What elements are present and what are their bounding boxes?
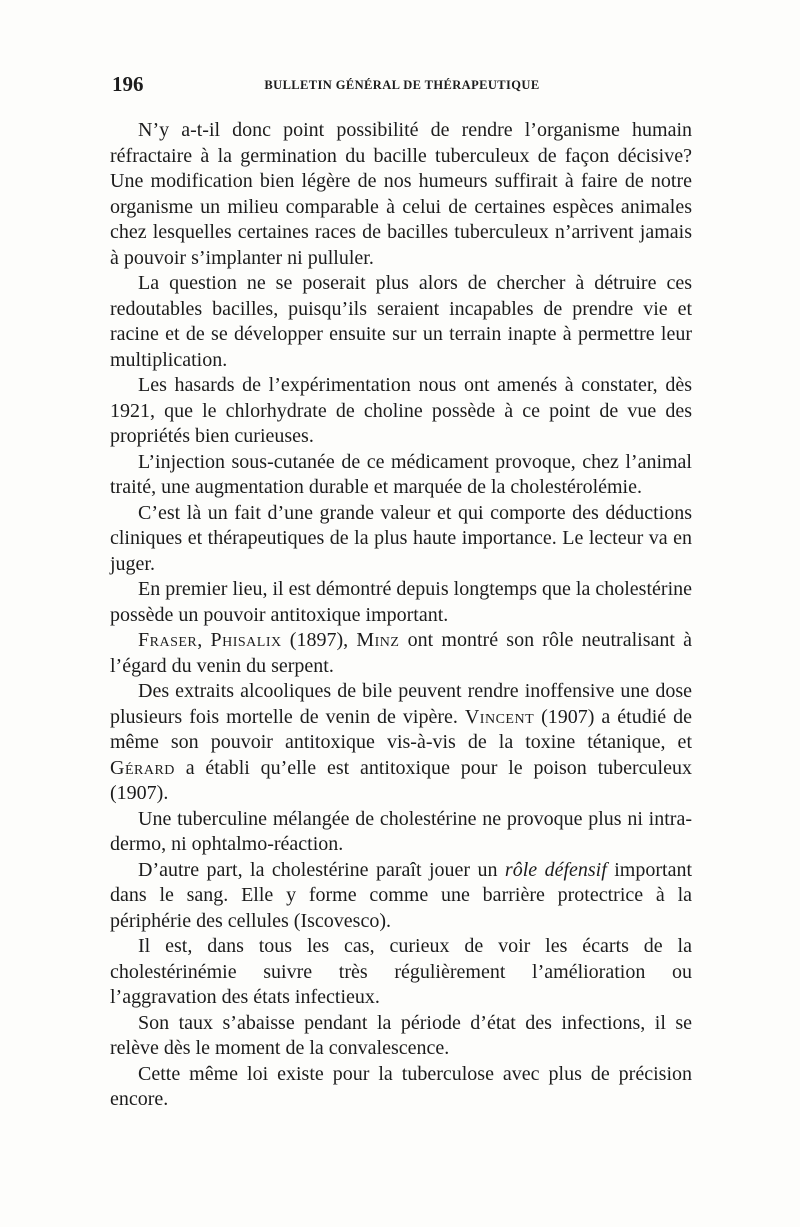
author-name: Vincent — [464, 705, 535, 728]
paragraph-9: Une tuberculine mélangée de cholestérine ne provoque plus ni intra-dermo, ni ophtalmo-réaction. — [110, 807, 692, 855]
paragraph-11: Il est, dans tous les cas, curieux de voir les écarts de la cholestérinémie suivre très régulièrement l’amélioration ou l’aggravation des états infectieux. — [110, 935, 692, 1008]
author-name: Minz — [356, 629, 400, 651]
text-run: , — [197, 629, 211, 651]
text-run: important dans le sang. Elle y forme comme une barrière protectrice à la périphérie des cellules (Iscovesco). — [110, 858, 692, 932]
author-name: Fraser — [138, 629, 198, 651]
body-text — [110, 118, 692, 1113]
paragraph-5: C’est là un fait d’une grande valeur et qui comporte des déductions cliniques et thérapeutiques de la plus haute importance. Le lecteur va en juger. — [110, 501, 692, 575]
text-run: a établi qu’elle est antitoxique pour le poison tuberculeux (1907). — [110, 756, 692, 804]
running-title: BULLETIN GÉNÉRAL DE THÉRAPEUTIQUE — [264, 78, 540, 92]
paragraph-6: En premier lieu, il est démontré depuis longtemps que la cholestérine possède un pouvoir antitoxique important. — [110, 578, 692, 626]
paragraph-7 — [110, 628, 692, 679]
paragraph-4: L’injection sous-cutanée de ce médicament provoque, chez l’animal traité, une augmentation durable et marquée de la cholestérolémie. — [110, 450, 692, 498]
paragraph-12: Son taux s’abaisse pendant la période d’état des infections, il se relève dès le moment de la convalescence. — [110, 1011, 692, 1059]
text-run: ont montré son rôle neutralisant à l’égard du venin du serpent. — [110, 629, 692, 677]
paragraph-13: Cette même loi existe pour la tuberculose avec plus de précision encore. — [110, 1062, 692, 1110]
paragraph-2: La question ne se poserait plus alors de chercher à détruire ces redoutables bacilles, puisqu’ils seraient incapables de prendre vie et racine et de se développer ensuite sur un terrain inapte à permettre leur multiplication. — [110, 272, 692, 371]
paragraph-1: N’y a-t-il donc point possibilité de rendre l’organisme humain réfractaire à la germination du bacille tuberculeux de façon décisive? Une modification bien légère de nos humeurs suffirait à faire de notre organisme un milieu comparable à celui de certaines espèces animales chez lesquelles certaines races de bacilles tuberculeux n’arrivent jamais à pouvoir s’implanter ni pulluler. — [110, 119, 692, 269]
text-run: (1897), — [281, 629, 357, 651]
text-run: (1907) a étudié de même son pouvoir antitoxique vis-à-vis de la toxine tétanique, et — [110, 705, 692, 753]
paragraph-3: Les hasards de l’expérimentation nous ont amenés à constater, dès 1921, que le chlorhydrate de choline possède à ce point de vue des propriétés bien curieuses. — [110, 374, 692, 447]
page-header — [112, 72, 692, 100]
text-run: Des extraits alcooliques de bile peuvent rendre inoffensive une dose plusieurs fois mortelle de venin de vipère. — [110, 680, 692, 728]
paragraph-10 — [110, 858, 692, 935]
italic-term: rôle défensif — [504, 858, 607, 881]
page-number: 196 — [112, 72, 144, 96]
author-name: Phisalix — [210, 629, 282, 651]
paragraph-8 — [110, 679, 692, 807]
author-name: Gérard — [110, 756, 175, 779]
text-run: D’autre part, la cholestérine paraît jouer un — [138, 858, 505, 881]
